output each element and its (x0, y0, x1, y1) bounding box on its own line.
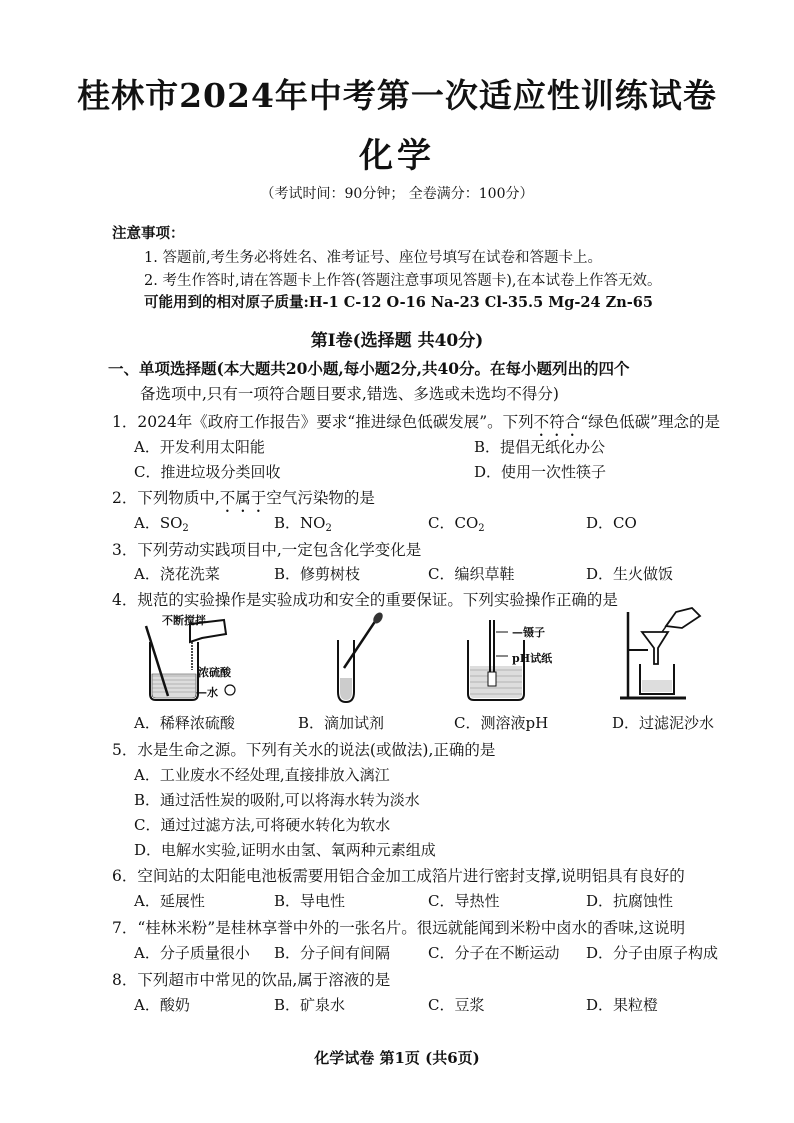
question-8-stem: 8．下列超市中常见的饮品,属于溶液的是 (112, 971, 391, 989)
q1-option-a: A．开发利用太阳能 (134, 438, 265, 456)
question-5-stem: 5．水是生命之源。下列有关水的说法(或做法),正确的是 (112, 741, 496, 759)
question-2-stem: 2．下列物质中,不属于空气污染物的是 (112, 489, 375, 507)
exam-info: （考试时间：90分钟； 全卷满分：100分） (260, 186, 534, 202)
q7-option-b: B．分子间有间隔 (274, 944, 391, 962)
q3-option-c: C．编织草鞋 (428, 565, 515, 583)
q8-option-d: D．果粒橙 (586, 996, 659, 1014)
section-heading: 第Ⅰ卷(选择题 共40分) (310, 331, 484, 351)
q5-option-b: B．通过活性炭的吸附,可以将海水转为淡水 (134, 791, 420, 809)
q6-option-b: B．导电性 (274, 892, 346, 910)
q3-option-a: A．浇花洗菜 (134, 565, 220, 583)
figure-a-label-water: —水 (196, 686, 218, 699)
q6-option-d: D．抗腐蚀性 (586, 892, 674, 910)
notes-item-2: 2. 考生作答时,请在答题卡上作答(答题注意事项见答题卡),在本试卷上作答无效。 (144, 273, 662, 289)
question-1-stem: 1．2024年《政府工作报告》要求“推进绿色低碳发展”。下列不符合“绿色低碳”理念的是 (112, 413, 721, 431)
q2-option-b: B．$NO_2$ (274, 514, 332, 534)
q2-option-c: C．$CO_2$ (428, 514, 485, 534)
notes-item-1: 1. 答题前,考生务必将姓名、准考证号、座位号填写在试卷和答题卡上。 (144, 250, 603, 266)
q3-option-d: D．生火做饭 (586, 565, 674, 583)
q7-option-d: D．分子由原子构成 (586, 944, 719, 962)
subject-title: 化学 (359, 136, 435, 176)
q1-option-c: C．推进垃圾分类回收 (134, 463, 281, 481)
q5-option-a: A．工业废水不经处理,直接排放入漓江 (134, 766, 390, 784)
exam-title: 桂林市2024年中考第一次适应性训练试卷 (77, 76, 717, 115)
part-heading-line2: 备选项中,只有一项符合题目要求,错选、多选或未选均不得分) (140, 385, 559, 403)
figure-c-label-ph-paper: pH试纸 (512, 652, 553, 665)
q6-option-a: A．延展性 (134, 892, 205, 910)
q8-option-c: C．豆浆 (428, 996, 485, 1014)
q4-option-a: A．稀释浓硫酸 (134, 714, 235, 732)
question-4-stem: 4．规范的实验操作是实验成功和安全的重要保证。下列实验操作正确的是 (112, 591, 618, 609)
question-3-stem: 3．下列劳动实践项目中,一定包含化学变化是 (112, 541, 422, 559)
figure-dropper (326, 612, 396, 704)
q7-option-a: A．分子质量很小 (134, 944, 250, 962)
q8-option-b: B．矿泉水 (274, 996, 346, 1014)
atomic-mass-line: 可能用到的相对原子质量:H-1 C-12 O-16 Na-23 Cl-35.5 Mg-24 Zn-65 (144, 294, 653, 311)
q1-option-b: B．提倡无纸化办公 (474, 438, 606, 456)
q5-option-c: C．通过过滤方法,可将硬水转化为软水 (134, 816, 391, 834)
question-7-stem: 7．“桂林米粉”是桂林享誉中外的一张名片。很远就能闻到米粉中卤水的香味,这说明 (112, 919, 686, 937)
q2-option-d: D．CO (586, 514, 637, 532)
q6-option-c: C．导热性 (428, 892, 500, 910)
figure-a-label-stir: 不断搅拌 (162, 614, 206, 627)
q1-option-d: D．使用一次性筷子 (474, 463, 607, 481)
figure-c-label-tweezers: —镊子 (512, 626, 545, 639)
q2-option-a: A．$SO_2$ (134, 514, 189, 534)
q7-option-c: C．分子在不断运动 (428, 944, 560, 962)
part-heading-line1: 一、单项选择题(本大题共20小题,每小题2分,共40分。在每小题列出的四个 (108, 359, 630, 378)
q5-option-d: D．电解水实验,证明水由氢、氧两种元素组成 (134, 841, 436, 859)
notes-heading: 注意事项： (112, 225, 185, 242)
q4-option-d: D．过滤泥沙水 (612, 714, 715, 732)
figure-filtration (616, 606, 706, 704)
q4-option-b: B．滴加试剂 (298, 714, 385, 732)
q4-option-c: C．测溶液pH (454, 714, 549, 732)
q3-option-b: B．修剪树枝 (274, 565, 361, 583)
figure-a-label-acid: 浓硫酸 (198, 666, 231, 679)
page-footer: 化学试卷 第1页 (共6页) (314, 1049, 480, 1067)
q8-option-a: A．酸奶 (134, 996, 190, 1014)
question-6-stem: 6．空间站的太阳能电池板需要用铝合金加工成箔片进行密封支撑,说明铝具有良好的 (112, 867, 685, 885)
